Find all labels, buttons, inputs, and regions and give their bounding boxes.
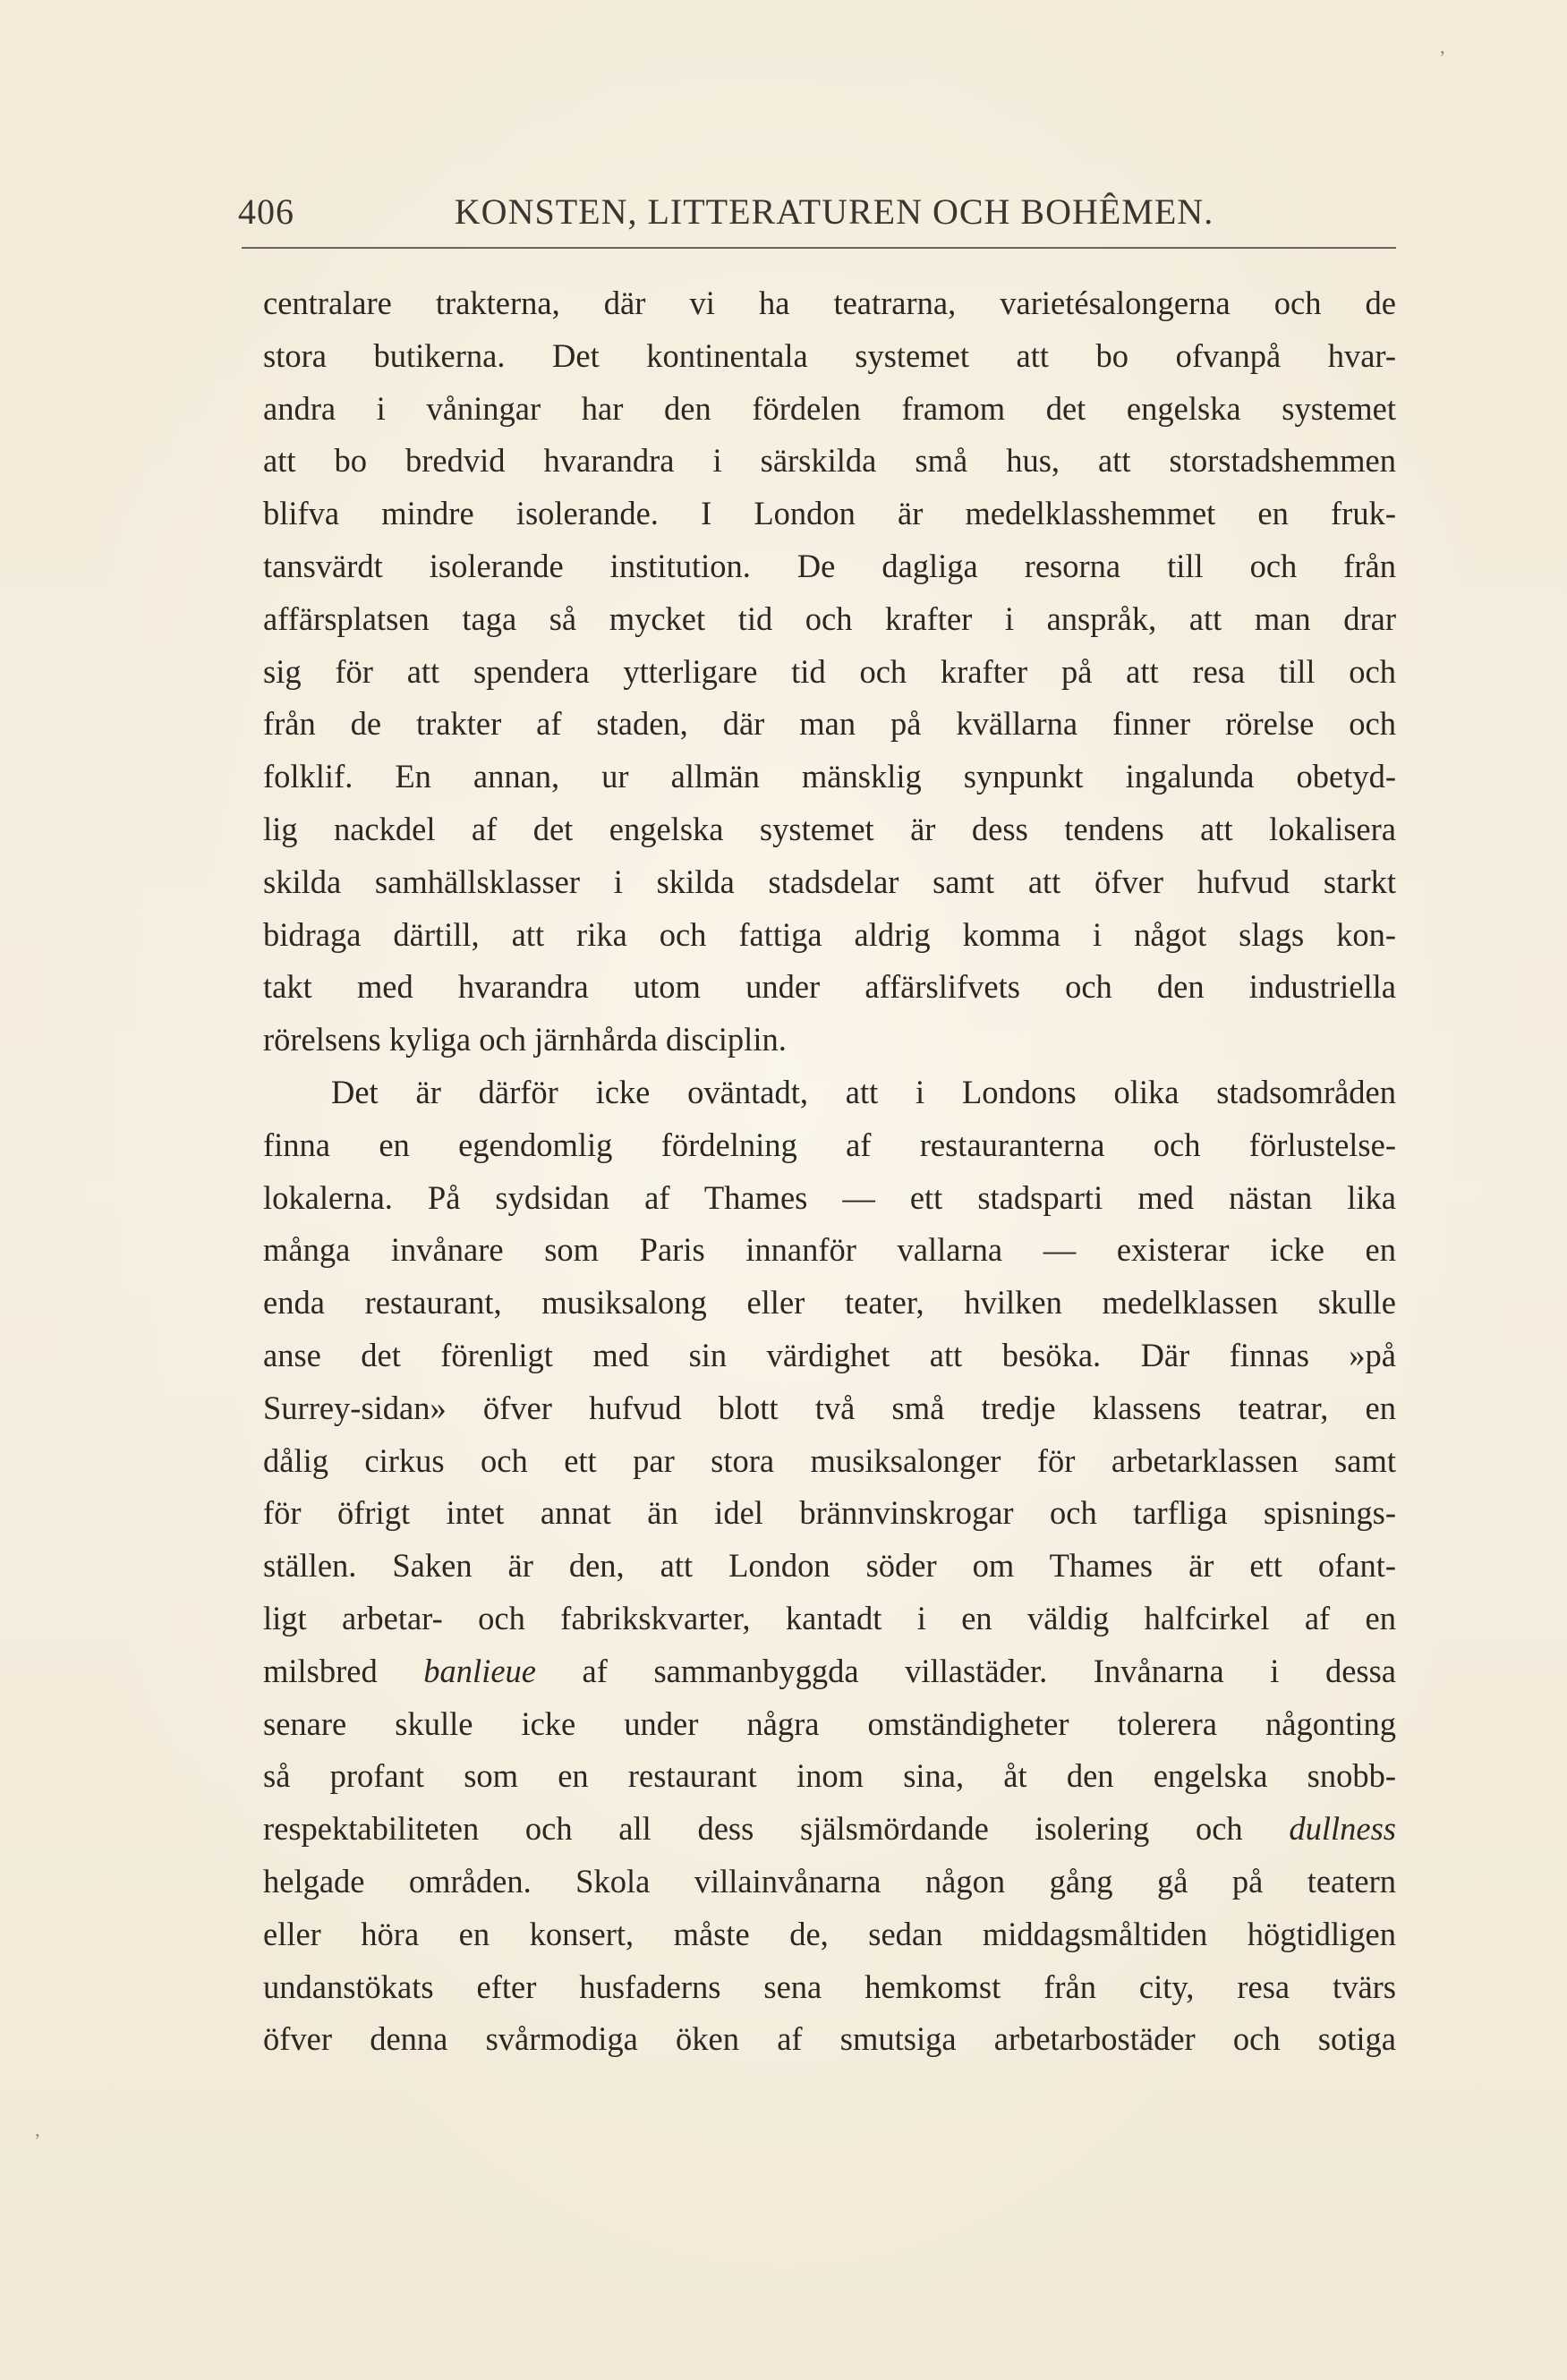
text-line: andra i våningar har den fördelen framom det engelska systemet	[263, 389, 1396, 427]
page-header	[238, 183, 1394, 246]
text-line: dålig cirkus och ett par stora musiksalonger för arbetarklassen samt	[263, 1441, 1396, 1479]
text-line: lig nackdel af det engelska systemet är dess tendens att lokalisera	[263, 810, 1396, 847]
text-line: senare skulle icke under några omständigheter tolerera någonting	[263, 1704, 1396, 1742]
text-line: så profant som en restaurant inom sina, åt den engelska snobb-	[263, 1757, 1396, 1795]
text-line: anse det förenligt med sin värdighet att besöka. Där finnas »på	[263, 1336, 1396, 1373]
running-title: KONSTEN, LITTERATUREN OCH BOHÊMEN.	[454, 191, 1214, 232]
text-line: lokalerna. På sydsidan af Thames — ett stadsparti med nästan lika	[263, 1178, 1396, 1216]
text-line: affärsplatsen taga så mycket tid och krafter i anspråk, att man drar	[263, 599, 1396, 637]
text-line: folklif. En annan, ur allmän mänsklig synpunkt ingalunda obetyd-	[263, 758, 1396, 795]
text-line-paragraph-start: Det är därför icke oväntadt, att i Londons olika stadsområden	[331, 1073, 1396, 1110]
text-line-with-italic	[263, 1645, 1396, 1698]
text-line: skilda samhällsklasser i skilda stadsdelar samt att öfver hufvud starkt	[263, 863, 1396, 900]
text-line: sig för att spendera ytterligare tid och krafter på att resa till och	[263, 652, 1396, 690]
text-segment: milsbred	[263, 1652, 378, 1689]
text-line: finna en egendomlig fördelning af restauranterna och förlustelse-	[263, 1126, 1396, 1163]
text-line: stora butikerna. Det kontinentala systemet att bo ofvanpå hvar-	[263, 336, 1396, 374]
text-line: många invånare som Paris innanför vallarna — existerar icke en	[263, 1231, 1396, 1269]
italic-term: dullness	[1289, 1810, 1396, 1848]
text-line: undanstökats efter husfaderns sena hemkomst från city, resa tvärs	[263, 1968, 1396, 2005]
paper-speck: ʼ	[34, 2129, 41, 2152]
text-line: blifva mindre isolerande. I London är medelklasshemmet en fruk-	[263, 495, 1396, 532]
body-text	[263, 277, 1396, 2066]
text-line-with-italic	[263, 1803, 1396, 1856]
header-rule	[242, 247, 1396, 249]
text-line: takt med hvarandra utom under affärslifvets och den industriella	[263, 968, 1396, 1006]
text-line: ligt arbetar- och fabrikskvarter, kantadt i en väldig halfcirkel af en	[263, 1599, 1396, 1636]
text-line: enda restaurant, musiksalong eller teater, hvilken medelklassen skulle	[263, 1284, 1396, 1322]
text-segment: af sammanbyggda villastäder. Invånarna i dessa	[582, 1652, 1396, 1689]
text-line: tansvärdt isolerande institution. De dagliga resorna till och från	[263, 547, 1396, 584]
text-segment: respektabiliteten och all dess själsmördande isolering och	[263, 1810, 1243, 1848]
text-line: att bo bredvid hvarandra i särskilda små hus, att storstadshemmen	[263, 442, 1396, 480]
text-line-paragraph-end: rörelsens kyliga och järnhårda disciplin.	[263, 1021, 787, 1058]
italic-term: banlieue	[423, 1652, 536, 1689]
text-line: Surrey-sidan» öfver hufvud blott två små tredje klassens teatrar, en	[263, 1389, 1396, 1426]
text-line: för öfrigt intet annat än idel brännvinskrogar och tarfliga spisnings-	[263, 1494, 1396, 1532]
text-line: eller höra en konsert, måste de, sedan middagsmåltiden högtidligen	[263, 1915, 1396, 1952]
page-number: 406	[238, 191, 294, 232]
text-line: centralare trakterna, där vi ha teatrarna, varietésalongerna och de	[263, 285, 1396, 321]
text-line: helgade områden. Skola villainvånarna någon gång gå på teatern	[263, 1862, 1396, 1900]
text-line: bidraga därtill, att rika och fattiga aldrig komma i något slags kon-	[263, 915, 1396, 953]
text-line: ställen. Saken är den, att London söder om Thames är ett ofant-	[263, 1547, 1396, 1585]
text-line: öfver denna svårmodiga öken af smutsiga arbetarbostäder och sotiga	[263, 2020, 1396, 2058]
paper-speck: ʼ	[1439, 47, 1446, 69]
text-line: från de trakter af staden, där man på kvällarna finner rörelse och	[263, 705, 1396, 743]
